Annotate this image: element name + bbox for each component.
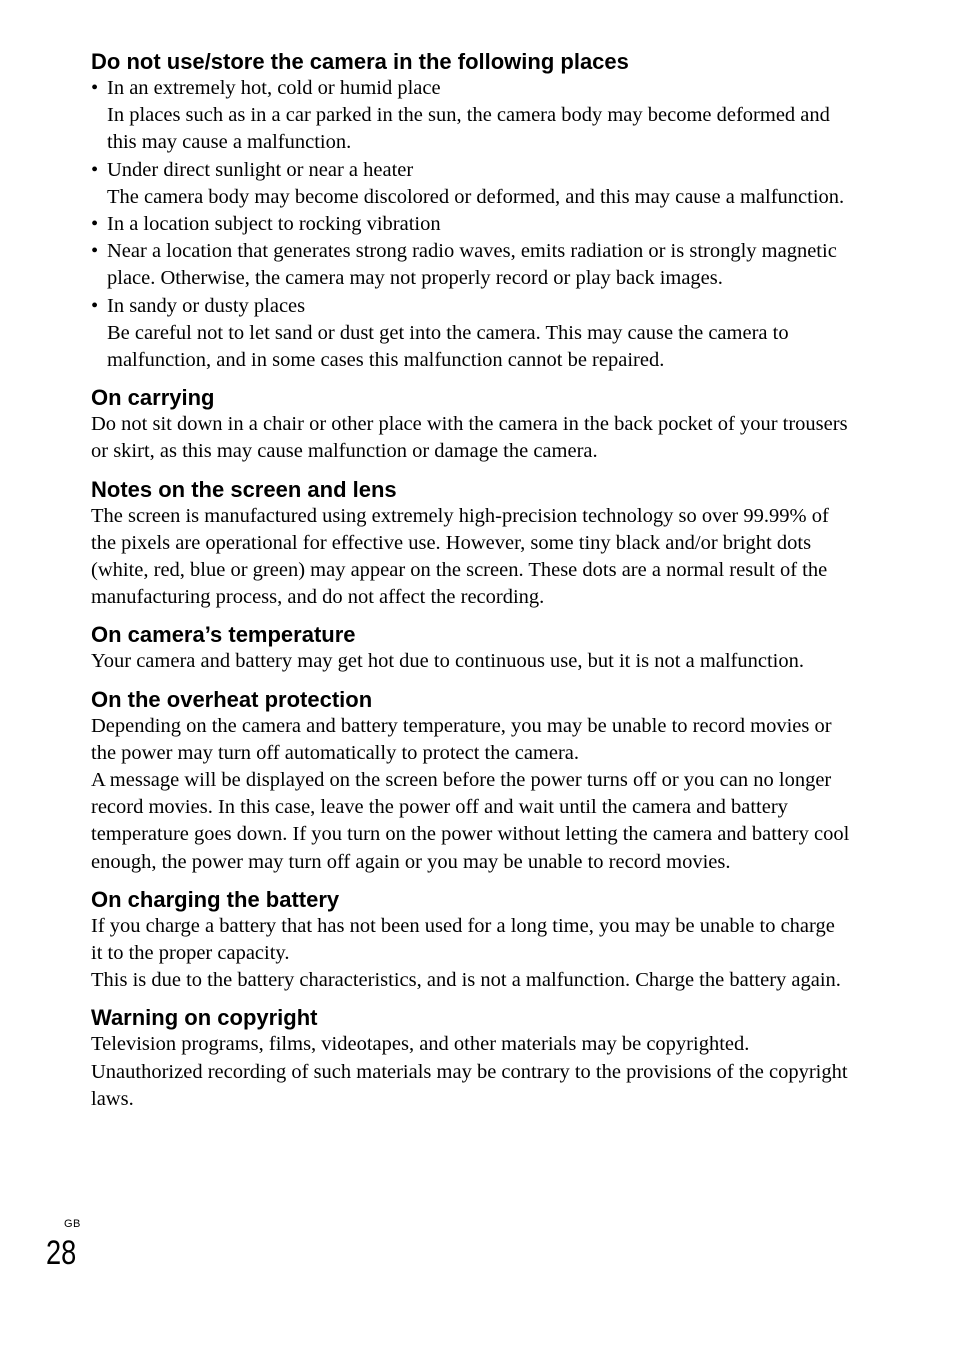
paragraph: A message will be displayed on the screen before the power turns off or you can no longer record movies. In this case, leave the power off and wait until the camera and battery temperature goes down. If you turn on the power without letting the camera and battery cool enough, the power may turn off again or you may be unable to record movies. [91, 769, 850, 873]
region-code: GB [64, 1218, 81, 1230]
item-title: In a location subject to rocking vibration [107, 213, 441, 236]
bullet-icon: • [91, 294, 99, 317]
bullet-list [91, 75, 851, 374]
list-item [91, 211, 851, 238]
section-heading: Warning on copyright [91, 1005, 318, 1031]
bullet-icon: • [91, 240, 99, 263]
section-screen-lens [91, 476, 851, 612]
item-title: Under direct sunlight or near a heater [107, 158, 414, 181]
bullet-icon: • [91, 158, 99, 181]
item-title: Near a location that generates strong radio waves, emits radiation or is strongly magnetic place. Otherwise, the camera may not properly record or play back images. [107, 240, 837, 290]
paragraph: Depending on the camera and battery temperature, you may be unable to record movies or the power may turn off automatically to protect the camera. [91, 714, 832, 764]
item-detail: In places such as in a car parked in the sun, the camera body may become deformed and this may cause a malfunction. [107, 104, 830, 154]
list-item [91, 157, 851, 211]
paragraph: The screen is manufactured using extremely high-precision technology so over 99.99% of the pixels are operational for effective use. However, some tiny black and/or bright dots (white, red, blue or green) may appear on the screen. These dots are a normal result of the manufacturing process, and do not affect the recording. [91, 504, 829, 609]
paragraph: If you charge a battery that has not been used for a long time, you may be unable to charge it to the proper capacity. [91, 914, 835, 965]
paragraph: This is due to the battery characteristics, and is not a malfunction. Charge the battery again. [91, 969, 841, 992]
bullet-icon: • [91, 213, 99, 236]
section-charging [91, 886, 851, 995]
list-item [91, 238, 851, 292]
section-carrying [91, 384, 851, 465]
page-number: 28 [46, 1234, 77, 1272]
item-detail: Be careful not to let sand or dust get into the camera. This may cause the camera to malfunction, and in some cases this malfunction cannot be repaired. [107, 321, 789, 372]
section-temperature [91, 621, 851, 675]
section-heading: On charging the battery [91, 886, 340, 912]
item-detail: The camera body may become discolored or deformed, and this may cause a malfunction. [107, 185, 845, 208]
section-heading: Do not use/store the camera in the following places [91, 49, 629, 74]
section-heading: On the overheat protection [91, 686, 373, 712]
list-item [91, 75, 851, 157]
item-title: In an extremely hot, cold or humid place [107, 77, 441, 99]
item-title: In sandy or dusty places [107, 294, 306, 317]
section-copyright [91, 1004, 851, 1113]
paragraph: Television programs, films, videotapes, and other materials may be copyrighted. Unauthorized recording of such materials may be contrary to the provisions of the copyright laws. [91, 1033, 848, 1110]
section-overheat [91, 686, 851, 876]
paragraph: Your camera and battery may get hot due to continuous use, but it is not a malfunction. [91, 650, 804, 673]
page-content [91, 48, 851, 1123]
section-heading: On carrying [91, 385, 215, 411]
section-storage-places [91, 48, 851, 374]
list-item [91, 293, 851, 375]
section-heading: On camera’s temperature [91, 622, 356, 648]
section-heading: Notes on the screen and lens [91, 476, 397, 502]
bullet-icon: • [91, 77, 99, 99]
paragraph: Do not sit down in a chair or other place with the camera in the back pocket of your trousers or skirt, as this may cause malfunction or damage the camera. [91, 413, 848, 463]
